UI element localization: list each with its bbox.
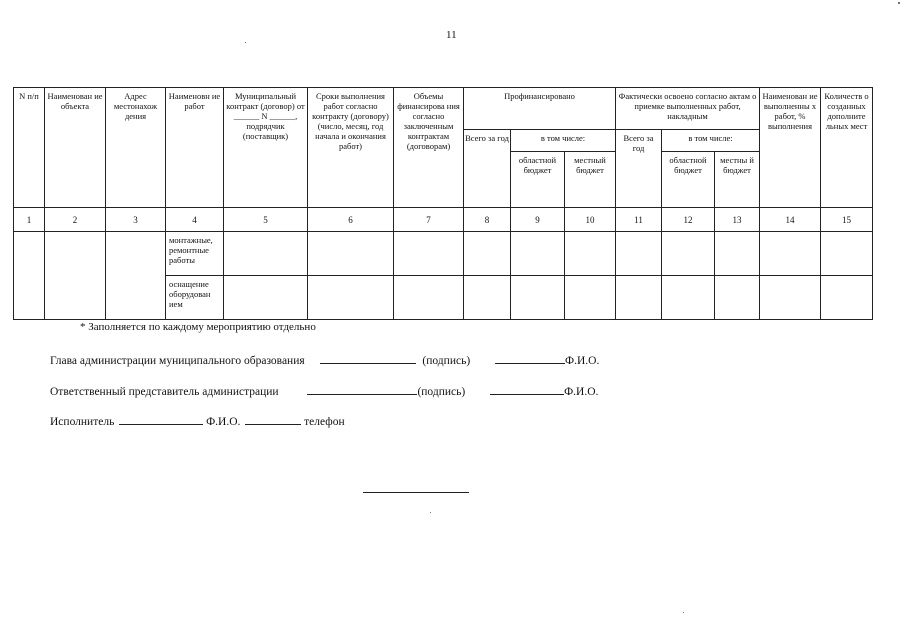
name-hint: Ф.И.О. — [564, 386, 599, 398]
cell-empty — [394, 232, 464, 276]
header-cell-actual-including: в том числе: — [662, 130, 760, 152]
cell-empty — [715, 276, 760, 320]
header-cell-actual-regional: областной бюджет — [662, 152, 715, 208]
column-number: 4 — [166, 208, 224, 232]
column-number: 9 — [511, 208, 565, 232]
header-cell-extra-places: Количеств о созданных дополните льных мест — [821, 88, 873, 208]
column-number: 13 — [715, 208, 760, 232]
phone-blank[interactable] — [245, 412, 301, 425]
header-cell-work-name: Наименовн ие работ — [166, 88, 224, 208]
header-cell-financing-volume: Объемы финансирова ния согласно заключенным контрактам (договорам) — [394, 88, 464, 208]
cell-empty — [760, 232, 821, 276]
cell-empty — [565, 232, 616, 276]
column-number: 14 — [760, 208, 821, 232]
scan-speck — [245, 42, 246, 43]
header-cell-address: Адрес местонахож дения — [106, 88, 166, 208]
cell-n — [14, 232, 45, 320]
cell-empty — [394, 276, 464, 320]
cell-empty — [464, 276, 511, 320]
header-cell-actual: Фактически освоено согласно актам о приемке выполненных работ, накладным — [616, 88, 760, 130]
cell-empty — [511, 276, 565, 320]
column-number: 15 — [821, 208, 873, 232]
name-blank[interactable] — [490, 382, 564, 395]
cell-empty — [662, 232, 715, 276]
phone-hint: телефон — [304, 416, 345, 428]
footnote: * Заполняется по каждому мероприятию отдельно — [80, 321, 316, 333]
header-cell-object-name: Наименован ие объекта — [45, 88, 106, 208]
cell-address — [106, 232, 166, 320]
cell-empty — [565, 276, 616, 320]
cell-empty — [308, 232, 394, 276]
cell-empty — [760, 276, 821, 320]
column-number: 11 — [616, 208, 662, 232]
signature-blank[interactable] — [320, 351, 416, 364]
cell-empty — [821, 276, 873, 320]
cell-empty — [616, 276, 662, 320]
header-cell-financed-regional: областной бюджет — [511, 152, 565, 208]
column-number: 2 — [45, 208, 106, 232]
column-number: 12 — [662, 208, 715, 232]
signature-hint: (подпись) — [417, 386, 466, 398]
cell-empty — [224, 232, 308, 276]
cell-object-name — [45, 232, 106, 320]
signature-label: Глава администрации муниципального образования — [50, 355, 305, 367]
header-cell-actual-total: Всего за год — [616, 130, 662, 208]
scan-speck — [898, 2, 900, 4]
signature-blank[interactable] — [307, 382, 417, 395]
cell-empty — [464, 232, 511, 276]
signature-line-representative — [50, 382, 598, 398]
header-cell-completed-works: Наименован ие выполненны х работ, % выполнения — [760, 88, 821, 208]
header-cell-financed: Профинансировано — [464, 88, 616, 130]
table-row — [14, 232, 873, 276]
column-number: 1 — [14, 208, 45, 232]
cell-empty — [224, 276, 308, 320]
bottom-rule — [363, 492, 469, 493]
column-number: 6 — [308, 208, 394, 232]
cell-empty — [616, 232, 662, 276]
column-number: 5 — [224, 208, 308, 232]
signature-label: Исполнитель — [50, 416, 115, 428]
page-number: 11 — [446, 29, 457, 41]
report-table — [13, 87, 873, 320]
name-hint: Ф.И.О. — [565, 355, 600, 367]
scan-speck — [430, 512, 431, 513]
cell-empty — [715, 232, 760, 276]
header-cell-financed-including: в том числе: — [511, 130, 616, 152]
name-hint: Ф.И.О. — [206, 416, 241, 428]
signature-line-head — [50, 351, 599, 367]
header-cell-deadlines: Сроки выполнения работ согласно контракту (договору) (число, месяц, год начала и окончания работ) — [308, 88, 394, 208]
cell-empty — [821, 232, 873, 276]
signature-line-executor — [50, 412, 345, 428]
header-cell-financed-total: Всего за год — [464, 130, 511, 208]
signature-label: Ответственный представитель администрации — [50, 386, 279, 398]
cell-empty — [308, 276, 394, 320]
column-number: 3 — [106, 208, 166, 232]
column-number: 8 — [464, 208, 511, 232]
header-cell-contract: Муниципальный контракт (договор) от ______ N ______, подрядчик (поставщик) — [224, 88, 308, 208]
cell-empty — [511, 232, 565, 276]
column-number: 7 — [394, 208, 464, 232]
header-cell-n: N п/п — [14, 88, 45, 208]
scan-speck — [683, 612, 684, 613]
signature-hint: (подпись) — [422, 355, 471, 367]
header-cell-actual-local: местны й бюджет — [715, 152, 760, 208]
cell-work-type: монтажные, ремонтные работы — [166, 232, 224, 276]
column-number: 10 — [565, 208, 616, 232]
header-cell-financed-local: местный бюджет — [565, 152, 616, 208]
cell-empty — [662, 276, 715, 320]
cell-work-type: оснащение оборудован ием — [166, 276, 224, 320]
name-blank[interactable] — [495, 351, 565, 364]
signature-blank[interactable] — [119, 412, 203, 425]
column-number-row — [14, 208, 873, 232]
